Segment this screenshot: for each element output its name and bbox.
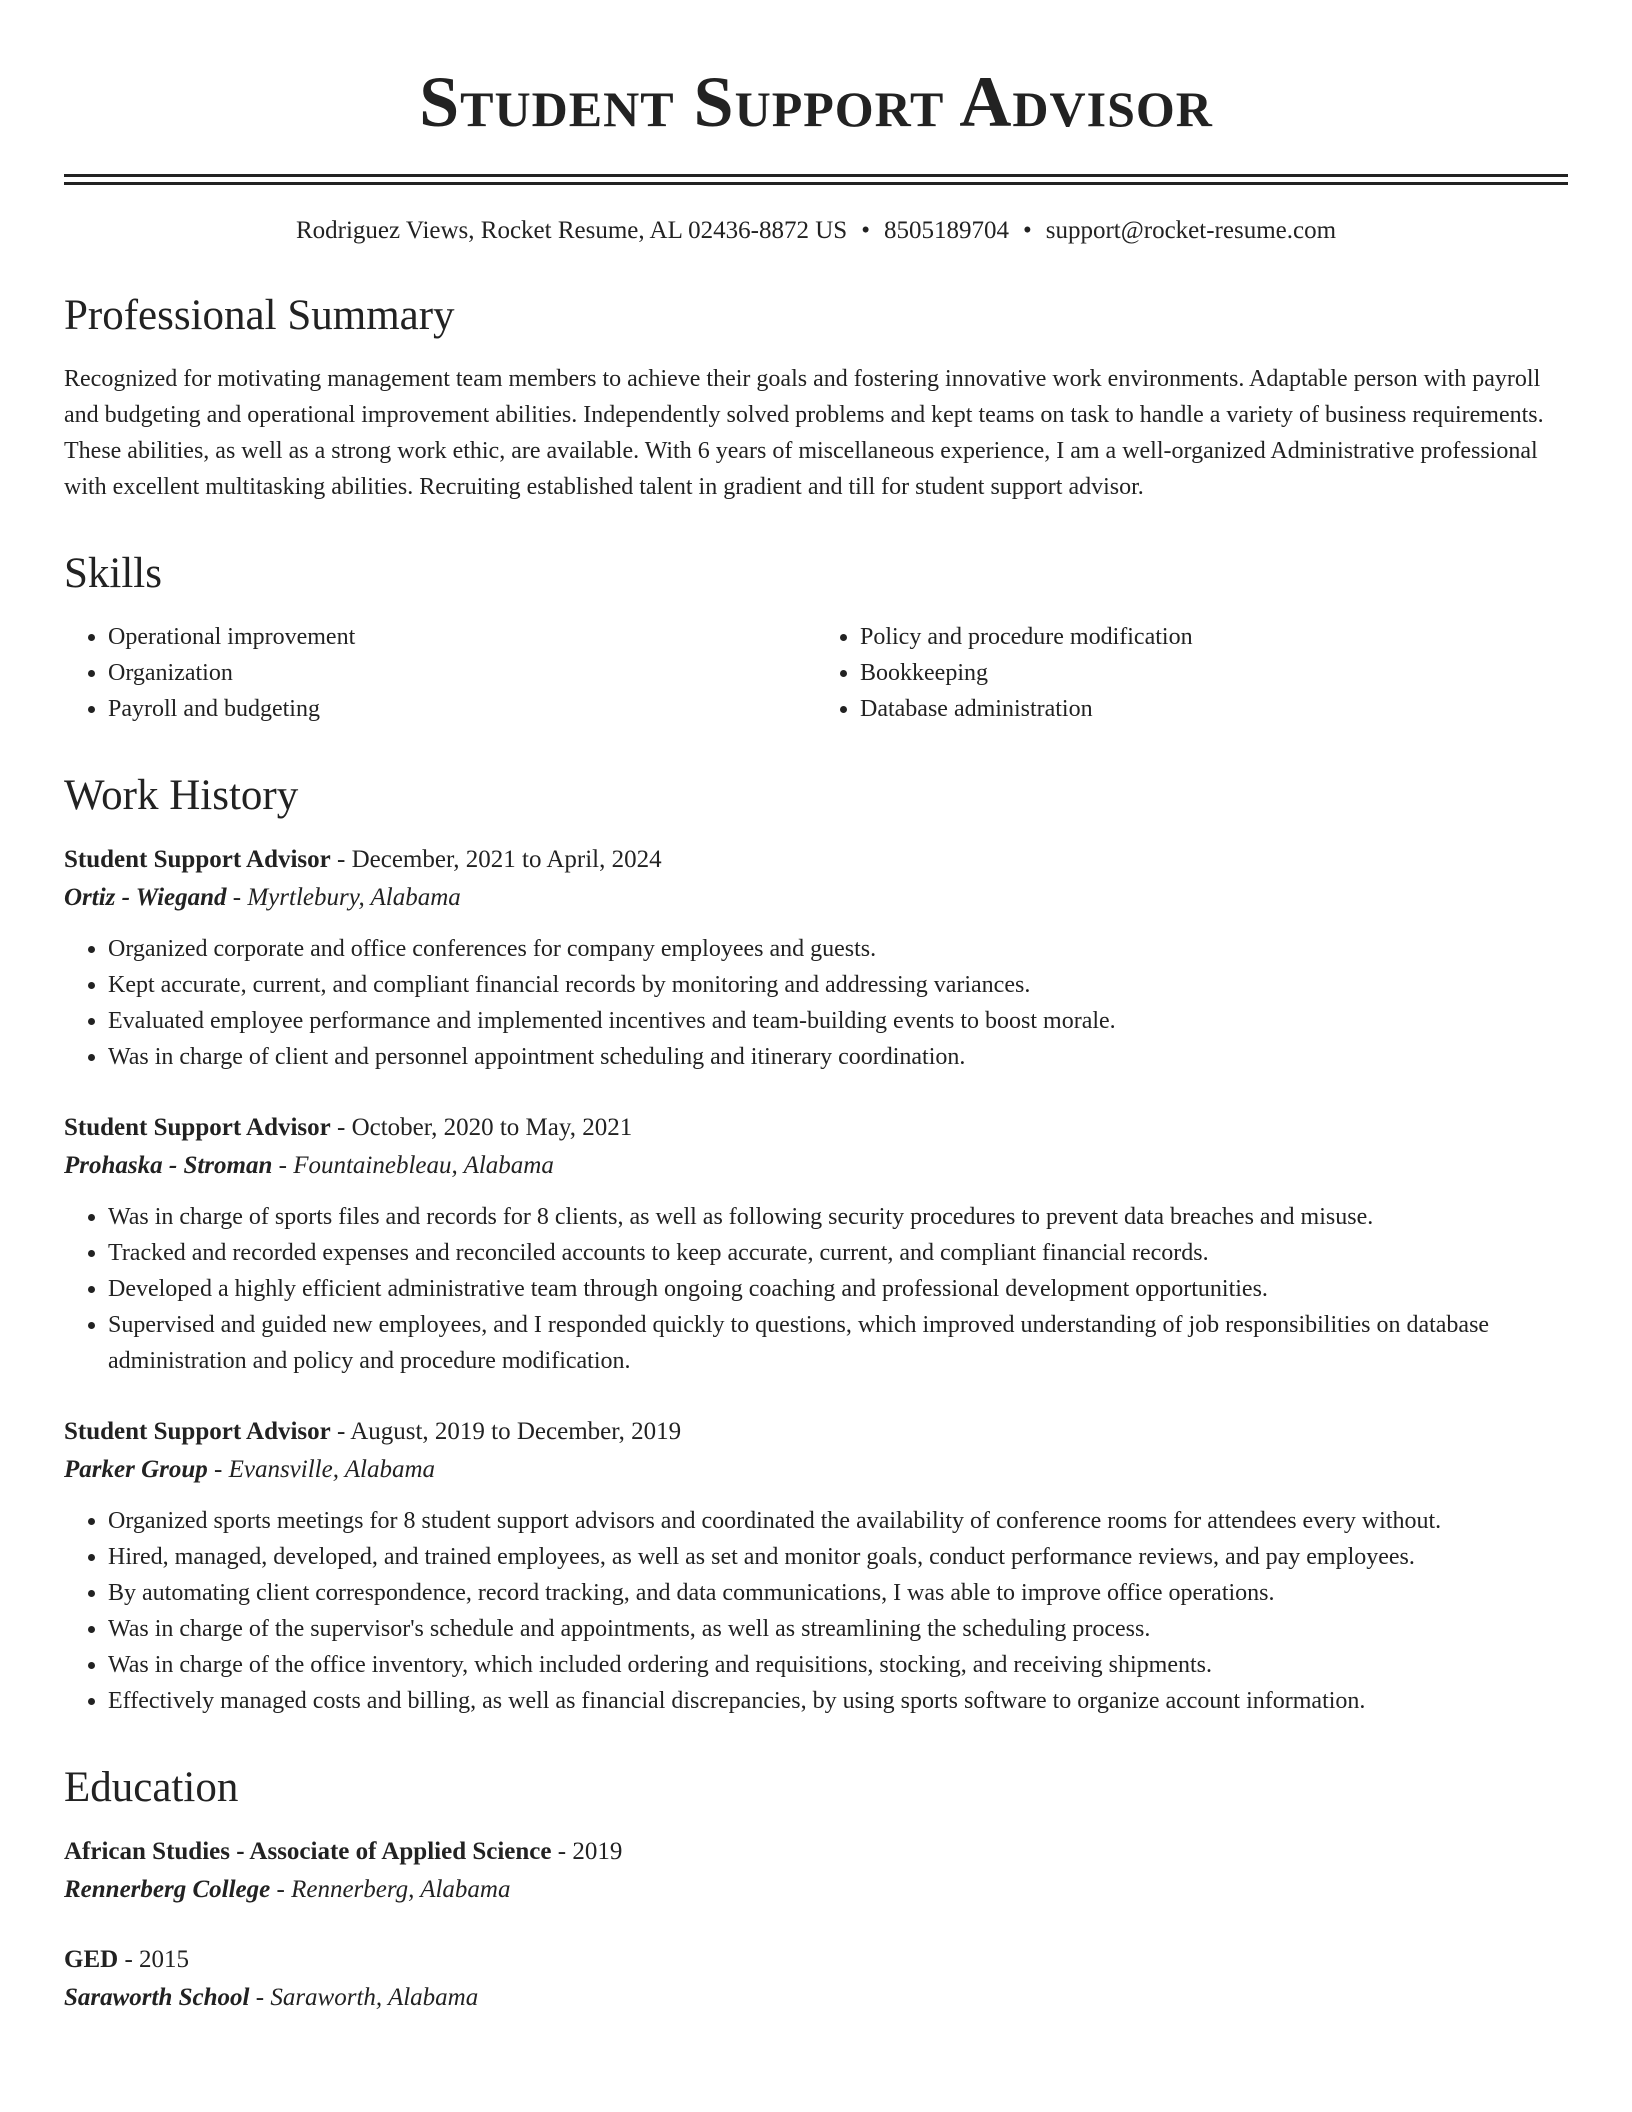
skill-item: • Payroll and budgeting — [108, 691, 816, 727]
job-dates: - October, 2020 to May, 2021 — [330, 1114, 633, 1141]
job-bullet: • Effectively managed costs and billing, as well as financial discrepancies, by using sports software to organize account information. — [108, 1683, 1568, 1719]
skill-item: • Operational improvement — [108, 619, 816, 655]
job-company-line — [64, 1147, 1568, 1185]
job-title-line — [64, 1109, 1568, 1147]
education-heading: Education — [64, 1764, 239, 1811]
education-year: - 2019 — [551, 1838, 623, 1865]
skills-column-left — [64, 619, 816, 727]
education-degree: African Studies - Associate of Applied Science — [64, 1838, 552, 1865]
job-entry — [64, 1413, 1568, 1719]
education-location: - Rennerberg, Alabama — [270, 1876, 511, 1903]
skills-heading: Skills — [64, 550, 162, 597]
job-bullet: • Organized corporate and office conferences for company employees and guests. — [108, 931, 1568, 967]
work-history-heading: Work History — [64, 772, 299, 819]
education-location: - Saraworth, Alabama — [249, 1984, 479, 2011]
skill-item: • Database administration — [860, 691, 1568, 727]
education-school: Rennerberg College — [64, 1876, 271, 1903]
education-year: - 2015 — [118, 1946, 190, 1973]
education-school-line — [64, 1979, 1568, 2017]
job-bullet: • Was in charge of sports files and records for 8 clients, as well as following security procedures to prevent data breaches and misuse. — [108, 1199, 1568, 1235]
contact-email: support@rocket-resume.com — [1045, 217, 1337, 244]
job-bullet: • Evaluated employee performance and implemented incentives and team-building events to boost morale. — [108, 1003, 1568, 1039]
education-degree-line — [64, 1833, 1568, 1871]
skill-item: • Policy and procedure modification — [860, 619, 1568, 655]
job-bullet: • Hired, managed, developed, and trained employees, as well as set and monitor goals, conduct performance reviews, and pay employees. — [108, 1539, 1568, 1575]
skill-item: • Organization — [108, 655, 816, 691]
job-title: Student Support Advisor — [64, 1114, 331, 1141]
job-company-line — [64, 1451, 1568, 1489]
job-company: Ortiz - Wiegand — [64, 884, 227, 911]
education-degree: GED — [64, 1946, 119, 1973]
job-bullet: • Supervised and guided new employees, and I responded quickly to questions, which improved understanding of job responsibilities on database administration and policy and procedure modification. — [108, 1307, 1568, 1379]
job-entry — [64, 1109, 1568, 1379]
job-bullet: • Developed a highly efficient administrative team through ongoing coaching and professional development opportunities. — [108, 1271, 1568, 1307]
education-degree-line — [64, 1941, 1568, 1979]
job-location: - Evansville, Alabama — [207, 1456, 436, 1483]
job-entry — [64, 841, 1568, 1075]
job-location: - Fountainebleau, Alabama — [272, 1152, 554, 1179]
job-bullet: • By automating client correspondence, record tracking, and data communications, I was able to improve office operations. — [108, 1575, 1568, 1611]
title-divider — [64, 174, 1568, 185]
job-bullet: • Was in charge of the office inventory, which included ordering and requisitions, stocking, and receiving shipments. — [108, 1647, 1568, 1683]
job-bullets — [64, 1199, 1568, 1379]
job-title: Student Support Advisor — [64, 1418, 331, 1445]
job-bullet: • Kept accurate, current, and compliant financial records by monitoring and addressing variances. — [108, 967, 1568, 1003]
job-title: Student Support Advisor — [64, 846, 331, 873]
job-company: Parker Group — [64, 1456, 208, 1483]
contact-separator: • — [1022, 217, 1032, 244]
education-school-line — [64, 1871, 1568, 1909]
contact-line — [64, 215, 1568, 247]
job-company: Prohaska - Stroman — [64, 1152, 273, 1179]
skills-list — [64, 619, 1568, 727]
job-bullet: • Was in charge of client and personnel appointment scheduling and itinerary coordination. — [108, 1039, 1568, 1075]
education-entry — [64, 1833, 1568, 1909]
contact-phone: 8505189704 — [883, 217, 1009, 244]
job-bullet: • Was in charge of the supervisor's schedule and appointments, as well as streamlining the scheduling process. — [108, 1611, 1568, 1647]
job-company-line — [64, 879, 1568, 917]
job-bullet: • Tracked and recorded expenses and reconciled accounts to keep accurate, current, and compliant financial records. — [108, 1235, 1568, 1271]
summary-heading: Professional Summary — [64, 292, 455, 339]
skill-item: • Bookkeeping — [860, 655, 1568, 691]
job-title-line — [64, 1413, 1568, 1451]
job-dates: - December, 2021 to April, 2024 — [330, 846, 662, 873]
contact-separator: • — [861, 217, 870, 244]
job-bullet: • Organized sports meetings for 8 student support advisors and coordinated the availability of conference rooms for attendees every without. — [108, 1503, 1568, 1539]
skills-column-right — [816, 619, 1568, 727]
summary-text: Recognized for motivating management team members to achieve their goals and fostering innovative work environments. Adaptable person with payroll and budgeting and operational improvement abilities. Independently solved problems and kept teams on task to handle a variety of business requirements. These abilities, as well as a strong work ethic, are available. With 6 years of miscellaneous experience, I am a well-organized Administrative professional with excellent multitasking abilities. Recruiting established talent in gradient and till for student support advisor. — [64, 366, 1544, 500]
job-location: - Myrtlebury, Alabama — [226, 884, 461, 911]
job-title-line — [64, 841, 1568, 879]
education-entry — [64, 1941, 1568, 2017]
job-dates: - August, 2019 to December, 2019 — [330, 1418, 682, 1445]
resume-title: Student Support Advisor — [419, 62, 1213, 142]
job-bullets — [64, 931, 1568, 1075]
job-bullets — [64, 1503, 1568, 1719]
education-school: Saraworth School — [64, 1984, 250, 2011]
contact-address: Rodriguez Views, Rocket Resume, AL 02436-8872 US — [295, 217, 848, 244]
